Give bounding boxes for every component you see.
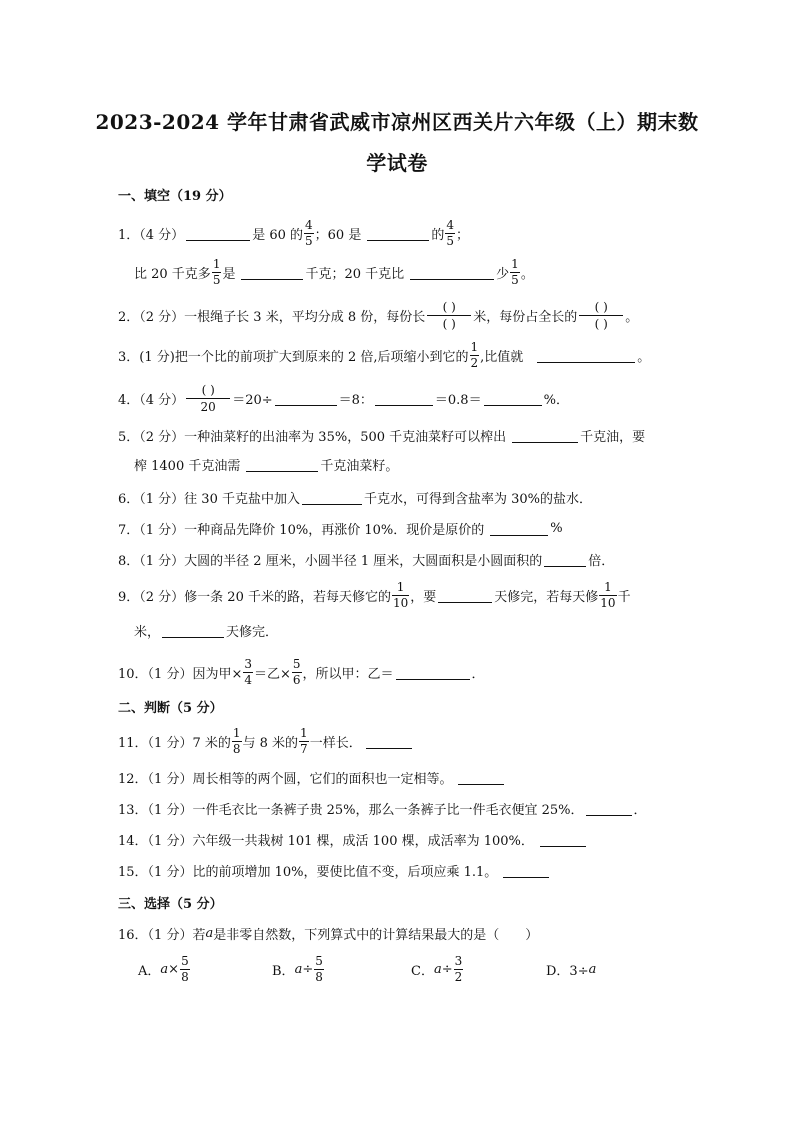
- q1-blank-1[interactable]: [186, 226, 250, 241]
- q13-text-a: 13．（1 分）一件毛衣比一条裤子贵 25%，那么一条裤子比一件毛衣便宜 25%．: [118, 802, 584, 818]
- q4-blank-3[interactable]: [484, 391, 542, 406]
- q3-fraction: $\frac{1}{2}$: [470, 339, 479, 370]
- question-7: [118, 511, 563, 545]
- q16-option-a-op: ×: [168, 961, 180, 977]
- q11-fraction-1: $\frac{1}{8}$: [232, 725, 241, 756]
- q7-blank[interactable]: [490, 521, 548, 536]
- q5-text-d: 千克油菜籽。: [320, 458, 399, 474]
- question-9-line2: [134, 613, 278, 647]
- q10-text-b: ＝乙×: [253, 666, 291, 682]
- q14-blank[interactable]: [540, 832, 586, 847]
- q16-option-c-label: C．: [411, 963, 434, 979]
- question-14: [118, 822, 588, 856]
- q3-text-a: 3．(1 分)把一个比的前项扩大到原来的 2 倍,后项缩小到它的: [118, 349, 469, 365]
- q1-fraction-1: $\frac{4}{5}$: [305, 217, 313, 248]
- q1-text-b: 是 60 的: [252, 227, 303, 243]
- q10-fraction-2: $\frac{5}{6}$: [292, 656, 301, 687]
- q2-text-c: 。: [625, 309, 639, 325]
- q4-text-e: %．: [543, 392, 569, 408]
- question-1-line2: [134, 255, 534, 289]
- section-multiple-choice: 三、选择（5 分）: [118, 897, 223, 912]
- question-12: [118, 760, 506, 794]
- question-8: [118, 542, 614, 576]
- q16-option-a-fraction: $\frac{5}{8}$: [181, 953, 189, 984]
- q16-text-b: 是非零自然数，下列算式中的计算结果最大的是（ ）: [213, 927, 539, 943]
- question-2: [118, 298, 638, 332]
- q1-blank-3[interactable]: [241, 265, 303, 280]
- q8-blank[interactable]: [544, 552, 586, 567]
- q7-text-a: 7．（1 分）一种商品先降价 10%，再涨价 10%．现价是原价的: [118, 522, 485, 538]
- q1-blank-2[interactable]: [367, 226, 429, 241]
- q9-text-c: 天修完，若每天修: [494, 589, 599, 605]
- question-11: [118, 724, 414, 758]
- q6-text-b: 千克水，可得到含盐率为 30%的盐水．: [363, 491, 593, 507]
- q4-text-b: ＝20÷: [232, 392, 273, 408]
- q1-line2-d: 少: [496, 266, 510, 282]
- q1-line2-b: 是: [222, 266, 236, 282]
- q10-text-a: 10．（1 分）因为甲×: [118, 666, 243, 682]
- q9-text-e: 米，: [134, 624, 161, 640]
- q5-text-a: 5．（2 分）一种油菜籽的出油率为 35%，500 千克油菜籽可以榨出: [118, 429, 507, 445]
- q6-text-a: 6．（1 分）往 30 千克盐中加入: [118, 491, 300, 507]
- q1-fraction-3: $\frac{1}{5}$: [212, 256, 221, 287]
- q9-text-f: 天修完．: [226, 624, 279, 640]
- q10-text-d: ．: [471, 666, 485, 682]
- question-10: [118, 655, 485, 689]
- q16-text-a: 16．（1 分）若: [118, 927, 206, 943]
- q1-label: 1．（4 分）: [118, 227, 185, 243]
- q12-blank[interactable]: [458, 770, 504, 785]
- q1-text-e: ；: [455, 227, 469, 243]
- q1-line2-a: 比 20 千克多: [134, 266, 211, 282]
- q10-text-c: ，所以甲：乙＝: [302, 666, 394, 682]
- q9-fraction-1: $\frac{1}{10}$: [392, 579, 409, 610]
- q15-text-a: 15．（1 分）比的前项增加 10%，要使比值不变，后项应乘 1.1。: [118, 864, 498, 880]
- q16-option-a-label: A．: [138, 963, 161, 979]
- q16-option-b-label: B．: [272, 963, 295, 979]
- question-13: [118, 791, 647, 825]
- q15-blank[interactable]: [503, 863, 549, 878]
- question-9-line1: [118, 578, 631, 612]
- q2-paren-fraction-2[interactable]: ( ) ( ): [579, 300, 623, 331]
- question-3: [118, 338, 650, 372]
- exam-title-line2: 学试卷: [366, 151, 428, 175]
- q14-text-a: 14．（1 分）六年级一共栽树 101 棵，成活 100 棵，成活率为 100%．: [118, 833, 534, 849]
- q16-option-d-label: D．3÷: [546, 963, 589, 979]
- question-4: [118, 381, 569, 415]
- q4-label: 4．（4 分）: [118, 392, 185, 408]
- q11-text-b: 与 8 米的: [242, 735, 299, 751]
- exam-title-line1: 2023-2024 学年甘肃省武威市凉州区西关片六年级（上）期末数: [95, 110, 699, 134]
- q5-blank-2[interactable]: [246, 457, 318, 472]
- q1-line2-c: 千克；20 千克比: [305, 266, 405, 282]
- question-15: [118, 853, 551, 887]
- q5-text-b: 千克油，要: [580, 429, 646, 445]
- q8-text-a: 8．（1 分）大圆的半径 2 厘米，小圆半径 1 厘米，大圆面积是小圆面积的: [118, 553, 543, 569]
- q12-text-a: 12．（1 分）周长相等的两个圆，它们的面积也一定相等。: [118, 771, 453, 787]
- q1-text-c: ；60 是: [314, 227, 362, 243]
- q5-blank-1[interactable]: [512, 428, 578, 443]
- section-fill-in: 一、填空（19 分）: [118, 189, 232, 204]
- q1-fraction-4: $\frac{1}{5}$: [511, 256, 519, 287]
- q9-text-b: ，要: [410, 589, 437, 605]
- question-1-line1: [118, 216, 469, 250]
- q11-text-c: 一样长．: [309, 735, 362, 751]
- q16-option-b-var: a: [294, 961, 303, 977]
- q4-blank-2[interactable]: [375, 391, 433, 406]
- q8-text-b: 倍．: [588, 553, 615, 569]
- q4-text-c: ＝8：: [338, 392, 373, 408]
- question-16: [118, 916, 538, 950]
- question-5-line2: [134, 447, 398, 481]
- q1-fraction-2: $\frac{4}{5}$: [446, 217, 454, 248]
- q2-text-a: 2．（2 分）一根绳子长 3 米，平均分成 8 份，每份长: [118, 309, 426, 325]
- q16-option-a-var: a: [160, 961, 169, 977]
- q10-fraction-1: $\frac{3}{4}$: [244, 656, 252, 687]
- q10-blank[interactable]: [396, 665, 470, 680]
- q16-option-b-op: ÷: [302, 961, 314, 977]
- q5-text-c: 榨 1400 千克油需: [134, 458, 241, 474]
- q9-text-d: 千: [617, 589, 631, 605]
- q13-text-b: ．: [633, 802, 647, 818]
- q11-fraction-2: $\frac{1}{7}$: [300, 725, 308, 756]
- q1-blank-4[interactable]: [410, 265, 494, 280]
- q7-text-b: %: [550, 520, 563, 536]
- q4-paren-fraction[interactable]: ( ) 20: [186, 383, 230, 414]
- question-6: [118, 480, 592, 514]
- q16-var: a: [205, 925, 214, 941]
- q2-paren-fraction-1[interactable]: ( ) ( ): [427, 300, 471, 331]
- q9-text-a: 9．（2 分）修一条 20 千米的路，若每天修它的: [118, 589, 391, 605]
- q4-blank-1[interactable]: [275, 391, 337, 406]
- q16-option-b[interactable]: [272, 952, 325, 986]
- q9-blank-2[interactable]: [162, 623, 224, 638]
- q4-text-d: ＝0.8＝: [434, 392, 482, 408]
- q16-option-a[interactable]: [138, 952, 191, 986]
- q1-text-d: 的: [431, 227, 445, 243]
- q16-option-c-fraction: $\frac{3}{2}$: [454, 953, 463, 984]
- q9-blank-1[interactable]: [438, 588, 492, 603]
- q16-option-b-fraction: $\frac{5}{8}$: [315, 953, 323, 984]
- q13-blank[interactable]: [586, 801, 632, 816]
- q16-option-c-var: a: [433, 961, 442, 977]
- q1-line2-e: 。: [520, 266, 534, 282]
- q3-text-c: 。: [637, 349, 651, 365]
- q11-text-a: 11．（1 分）7 米的: [118, 735, 231, 751]
- q16-option-d-var: a: [588, 961, 597, 977]
- q9-fraction-2: $\frac{1}{10}$: [600, 579, 616, 610]
- q3-text-b: ,比值就: [480, 349, 524, 365]
- q16-option-c[interactable]: [411, 952, 464, 986]
- q16-option-c-op: ÷: [441, 961, 453, 977]
- q6-blank[interactable]: [302, 490, 362, 505]
- section-true-false: 二、判断（5 分）: [118, 701, 223, 716]
- q11-blank[interactable]: [366, 734, 412, 749]
- q3-blank[interactable]: [537, 348, 635, 363]
- q16-option-d[interactable]: [546, 952, 596, 986]
- q2-text-b: 米，每份占全长的: [473, 309, 578, 325]
